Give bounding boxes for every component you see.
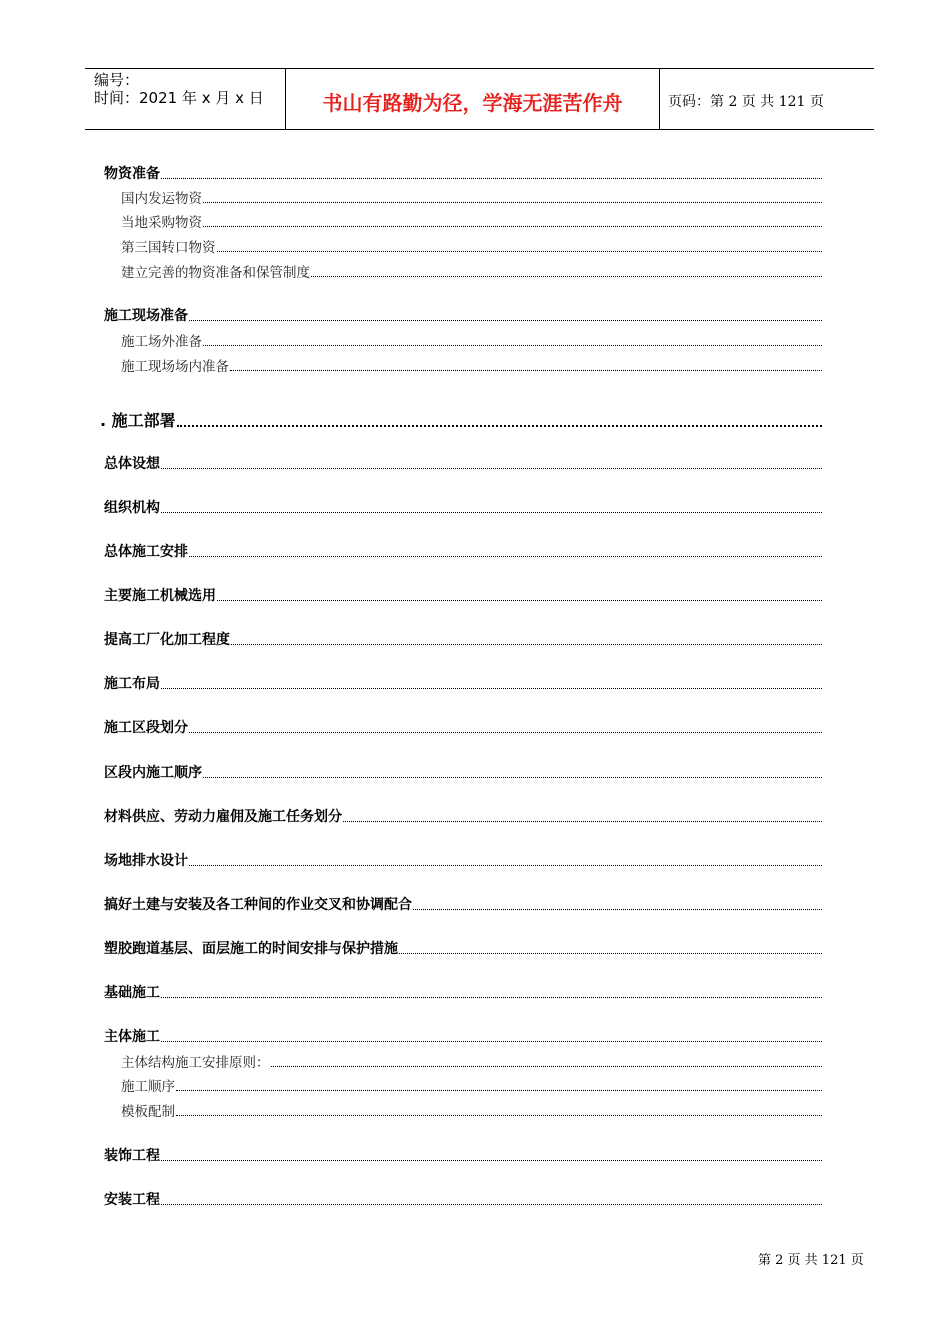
toc-dot-leader — [203, 226, 822, 227]
toc-section-entry[interactable] — [104, 938, 822, 958]
toc-section-entry[interactable] — [104, 673, 822, 693]
toc-entry-label: 施工区段划分 — [104, 720, 188, 736]
header-page-info: 页码：第 2 页 共 121 页 — [668, 94, 824, 110]
toc-section-entry[interactable] — [104, 894, 822, 914]
toc-entry-label: 装饰工程 — [104, 1148, 160, 1164]
toc-section-entry[interactable] — [104, 1026, 822, 1046]
toc-entry-label: . 施工部署 — [100, 411, 176, 430]
toc-entry-label: 模板配制 — [121, 1104, 175, 1120]
toc-entry-label: 建立完善的物资准备和保管制度 — [121, 265, 310, 281]
toc-section-entry[interactable] — [104, 541, 822, 561]
header-motto: 书山有路勤为径，学海无涯苦作舟 — [286, 69, 660, 129]
toc-subsection-entry[interactable] — [104, 1051, 822, 1071]
toc-entry-label: 施工顺序 — [121, 1079, 175, 1095]
toc-section-entry[interactable] — [104, 762, 822, 782]
toc-dot-leader — [189, 556, 822, 557]
toc-dot-leader — [203, 345, 822, 346]
toc-subsection-entry[interactable] — [104, 1075, 822, 1095]
toc-entry-label: 场地排水设计 — [104, 853, 188, 869]
toc-subsection-entry[interactable] — [104, 211, 822, 231]
toc-dot-leader — [177, 425, 822, 427]
toc-section-entry[interactable] — [104, 1145, 822, 1165]
toc-subsection-entry[interactable] — [104, 261, 822, 281]
toc-entry-label: 塑胶跑道基层、面层施工的时间安排与保护措施 — [104, 941, 398, 957]
toc-dot-leader — [217, 600, 822, 601]
toc-dot-leader — [203, 202, 822, 203]
toc-dot-leader — [161, 1204, 822, 1205]
toc-dot-leader — [189, 865, 822, 866]
toc-subsection-entry[interactable] — [104, 355, 822, 375]
toc-dot-leader — [413, 909, 822, 910]
toc-section-entry[interactable] — [104, 717, 822, 737]
toc-dot-leader — [231, 644, 822, 645]
toc-dot-leader — [161, 178, 822, 179]
toc-section-entry[interactable] — [104, 497, 822, 517]
toc-entry-label: 安装工程 — [104, 1192, 160, 1208]
toc-entry-label: 国内发运物资 — [121, 191, 202, 207]
toc-subsection-entry[interactable] — [104, 1100, 822, 1120]
toc-subsection-entry[interactable] — [104, 187, 822, 207]
toc-dot-leader — [271, 1066, 823, 1067]
document-date: 时间：2021 年 x 月 x 日 — [94, 89, 264, 107]
toc-entry-label: 基础施工 — [104, 985, 160, 1001]
toc-section-entry[interactable] — [104, 1189, 822, 1209]
toc-subsection-entry[interactable] — [104, 330, 822, 350]
toc-section-entry[interactable] — [104, 850, 822, 870]
toc-dot-leader — [189, 320, 822, 321]
toc-dot-leader — [189, 732, 822, 733]
toc-dot-leader — [161, 1041, 822, 1042]
toc-entry-label: 施工布局 — [104, 676, 160, 692]
toc-section-entry[interactable] — [104, 305, 822, 325]
toc-dot-leader — [217, 251, 823, 252]
toc-entry-label: 第三国转口物资 — [121, 240, 216, 256]
toc-dot-leader — [399, 953, 822, 954]
toc-entry-label: 总体设想 — [104, 456, 160, 472]
toc-dot-leader — [176, 1115, 822, 1116]
toc-dot-leader — [176, 1090, 822, 1091]
document-number-label: 编号： — [94, 71, 140, 89]
toc-entry-label: 主体施工 — [104, 1029, 160, 1045]
toc-entry-label: 施工现场准备 — [104, 308, 188, 324]
header-meta — [85, 69, 286, 129]
toc-dot-leader — [161, 468, 822, 469]
toc-entry-label: 材料供应、劳动力雇佣及施工任务划分 — [104, 809, 342, 825]
toc-dot-leader — [203, 777, 822, 778]
toc-entry-label: 主体结构施工安排原则： — [121, 1055, 270, 1071]
toc-section-entry[interactable] — [104, 629, 822, 649]
toc-section-entry[interactable] — [104, 585, 822, 605]
toc-section-entry[interactable] — [104, 806, 822, 826]
toc-entry-label: 施工场外准备 — [121, 334, 202, 350]
toc-entry-label: 总体施工安排 — [104, 544, 188, 560]
toc-dot-leader — [161, 997, 822, 998]
toc-entry-label: 提高工厂化加工程度 — [104, 632, 230, 648]
toc-section-entry[interactable] — [104, 163, 822, 183]
toc-entry-label: 搞好土建与安装及各工种间的作业交叉和协调配合 — [104, 897, 412, 913]
page-header — [85, 68, 874, 130]
toc-subsection-entry[interactable] — [104, 236, 822, 256]
toc-entry-label: 当地采购物资 — [121, 215, 202, 231]
toc-dot-leader — [311, 276, 822, 277]
toc-entry-label: 主要施工机械选用 — [104, 588, 216, 604]
toc-dot-leader — [161, 1160, 822, 1161]
toc-dot-leader — [230, 370, 822, 371]
toc-dot-leader — [161, 688, 822, 689]
page-footer: 第 2 页 共 121 页 — [758, 1253, 864, 1268]
toc-chapter-entry[interactable] — [100, 408, 822, 431]
toc-entry-label: 物资准备 — [104, 166, 160, 182]
toc-dot-leader — [161, 512, 822, 513]
toc-entry-label: 施工现场场内准备 — [121, 359, 229, 375]
toc-section-entry[interactable] — [104, 453, 822, 473]
toc-entry-label: 组织机构 — [104, 500, 160, 516]
toc-dot-leader — [343, 821, 822, 822]
toc-section-entry[interactable] — [104, 982, 822, 1002]
toc-entry-label: 区段内施工顺序 — [104, 765, 202, 781]
